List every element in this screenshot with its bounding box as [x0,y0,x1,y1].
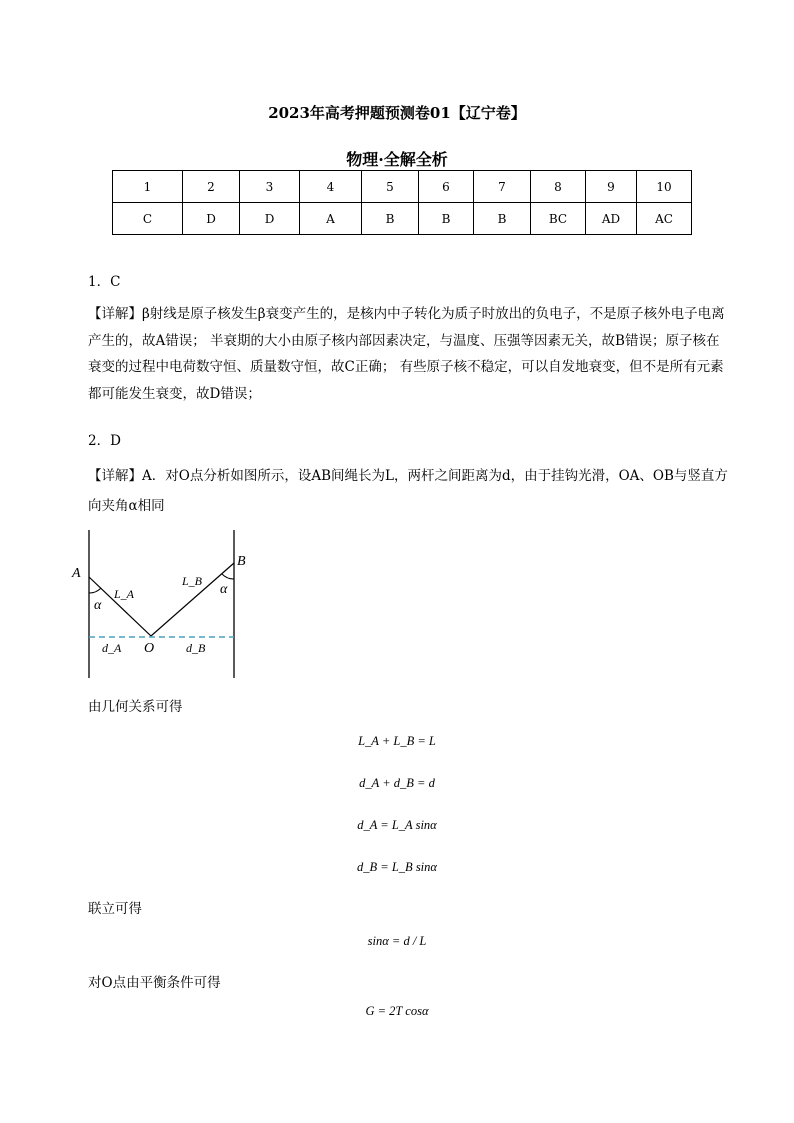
document-subtitle: 物理·全解全析 [346,150,448,169]
question-number-cell: 4 [300,171,362,203]
answer-key-cell: D [183,203,240,235]
answer-table [112,170,692,235]
question-number-cell: 1 [113,171,183,203]
label-la: L_A [114,587,135,601]
answer-key-cell: AC [637,203,692,235]
question-number-cell: 6 [419,171,474,203]
equation-2: d_A + d_B = d [359,776,435,790]
question-number-cell: 8 [531,171,586,203]
answer-key-cell: B [419,203,474,235]
equation-1: L_A + L_B = L [358,734,436,748]
question-number-cell: 3 [240,171,300,203]
equation-5: sinα = d / L [367,934,427,948]
answer-key-cell: A [300,203,362,235]
label-alpha-b: α [220,582,228,597]
geometry-text: 由几何关系可得 [88,699,183,715]
balance-text: 对O点由平衡条件可得 [88,975,221,991]
label-da: d_A [102,641,122,655]
question-number-cell: 10 [637,171,692,203]
angle-arc-b [222,574,234,579]
angle-arc-a [89,588,101,593]
q2-label: 2．D [88,433,121,449]
equation-3: d_A = L_A sinα [357,818,437,832]
label-o: O [144,641,155,656]
answer-key-cell: C [113,203,183,235]
answer-key-cell: B [474,203,531,235]
q2-explanation: 【详解】A．对O点分析如图所示，设AB间绳长为L，两杆之间距离为d，由于挂钩光滑，OA、OB与竖直方向夹角α相同 [88,468,728,514]
answer-key-cell: D [240,203,300,235]
answer-key-cell: AD [586,203,637,235]
label-db: d_B [186,641,206,655]
q1-explanation: 【详解】β射线是原子核发生β衰变产生的，是核内中子转化为质子时放出的负电子，不是原子核外电子电离产生的，故A错误； 半衰期的大小由原子核内部因素决定，与温度、压强等因素无关，故B错误；原子核在衰变的过程中电荷数守恒、质量数守恒，故C正确； 有些原子核不稳定，可以自发地衰变，但不是所有元素都可能发生衰变，故D错误； [88,306,725,402]
label-a: A [72,566,81,581]
question-number-cell: 7 [474,171,531,203]
question-number-cell: 2 [183,171,240,203]
question-number-row [113,171,692,203]
answer-key-cell: B [362,203,419,235]
equation-4: d_B = L_B sinα [357,860,437,874]
label-b: B [237,554,246,569]
answer-key-cell: BC [531,203,586,235]
question-number-cell: 5 [362,171,419,203]
rope-diagram [60,525,260,685]
combine-text: 联立可得 [88,901,142,917]
document-title: 2023年高考押题预测卷01【辽宁卷】 [268,104,526,122]
answer-key-row [113,203,692,235]
question-number-cell: 9 [586,171,637,203]
q1-label: 1．C [88,274,121,290]
label-lb: L_B [182,574,203,588]
equation-6: G = 2T cosα [365,1004,429,1018]
label-alpha-a: α [94,598,102,613]
